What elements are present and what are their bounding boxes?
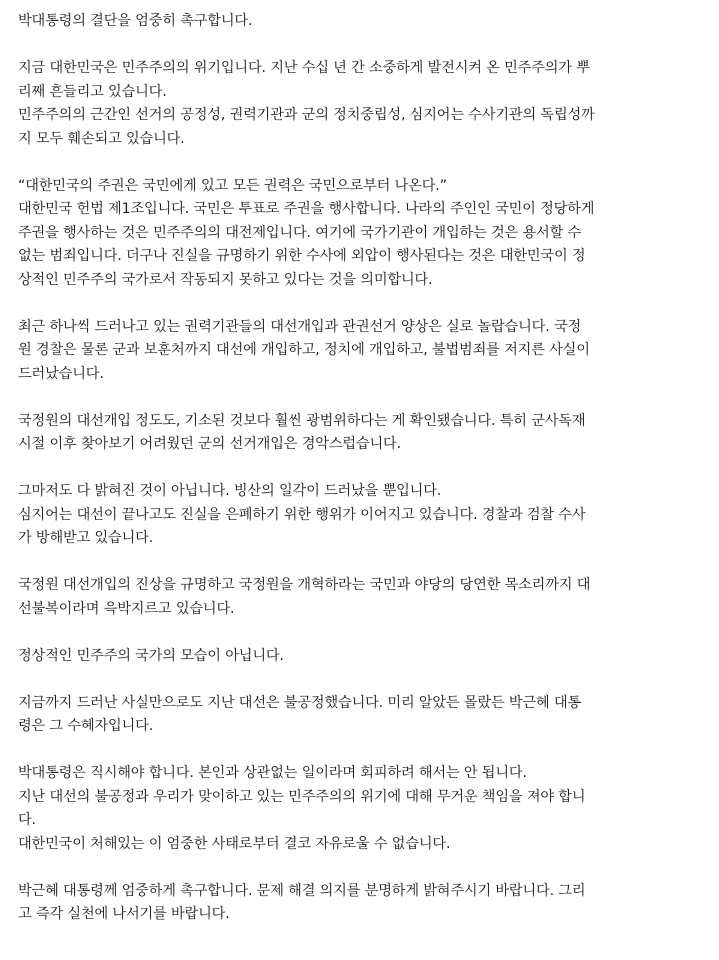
paragraph-4-line-1: 국정원의 대선개입 정도도, 기소된 것보다 훨씬 광범위하다는 게 확인됐습니다. 특히 군사독재 (18, 412, 586, 429)
paragraph-2-line-2: 주권을 행사하는 것은 민주주의의 대전제입니다. 여기에 국가기관이 개입하는 것은 용서할 수 (18, 224, 582, 241)
paragraph-9-line-4: 대한민국이 처해있는 이 엄중한 사태로부터 결코 자유로울 수 없습니다. (18, 835, 451, 852)
statement-document (18, 10, 710, 927)
paragraph-7-line-1: 정상적인 민주주의 국가의 모습이 아닙니다. (18, 647, 284, 664)
paragraph-3-line-1: 최근 하나씩 드러나고 있는 권력기관들의 대선개입과 관권선거 양상은 실로 놀랍습니다. 국정 (18, 318, 582, 335)
paragraph-5-line-2: 심지어는 대선이 끝나고도 진실을 은폐하기 위한 행위가 이어지고 있습니다. 경찰과 검찰 수사 (18, 506, 586, 523)
paragraph-1-line-2: 리째 흔들리고 있습니다. (18, 83, 167, 100)
paragraph-9-line-3: 다. (18, 812, 36, 828)
paragraph-5-line-1: 그마저도 다 밝혀진 것이 아닙니다. 빙산의 일각이 드러났을 뿐입니다. (18, 483, 442, 499)
paragraph-4-line-2: 시절 이후 찾아보기 어려웠던 군의 선거개입은 경악스럽습니다. (18, 436, 401, 452)
paragraph-10-line-2: 고 즉각 실천에 나서기를 바랍니다. (18, 906, 230, 922)
paragraph-10-line-1: 박근혜 대통령께 엄중하게 촉구합니다. 문제 해결 의지를 분명하게 밝혀주시기 바랍니다. 그리 (18, 882, 586, 899)
paragraph-6-line-1: 국정원 대선개입의 진상을 규명하고 국정원을 개혁하라는 국민과 야당의 당연한 목소리까지 대 (18, 577, 591, 593)
blank-line (18, 739, 710, 763)
blank-line (18, 151, 710, 175)
paragraph-5-line-3: 가 방해받고 있습니다. (18, 530, 154, 546)
blank-line (18, 621, 710, 645)
paragraph-8-line-1: 지금까지 드러난 사실만으로도 지난 대선은 불공정했습니다. 미리 알았든 몰랐든 박근혜 대통 (18, 694, 582, 711)
blank-line (18, 668, 710, 692)
paragraph-9-line-1: 박대통령은 직시해야 합니다. 본인과 상관없는 일이라며 회피하려 해서는 안 됩니다. (18, 765, 527, 781)
blank-line (18, 386, 710, 410)
paragraph-9-line-2: 지난 대선의 불공정과 우리가 맞이하고 있는 민주주의의 위기에 대해 무거운 책임을 져야 합니 (18, 788, 586, 805)
paragraph-1-line-4: 지 모두 훼손되고 있습니다. (18, 130, 185, 147)
paragraph-1-line-1: 지금 대한민국은 민주주의의 위기입니다. 지난 수십 년 간 소중하게 발전시켜 온 민주주의가 뿌 (18, 60, 590, 76)
paragraph-6-line-2: 선불복이라며 윽박지르고 있습니다. (18, 600, 235, 617)
document-title: 박대통령의 결단을 엄중히 촉구합니다. (18, 13, 253, 29)
blank-line (18, 551, 710, 575)
paragraph-3-line-2: 원 경찰은 물론 군과 보훈처까지 대선에 개입하고, 정치에 개입하고, 불법범죄를 저지른 사실이 (18, 342, 590, 358)
blank-line (18, 457, 710, 481)
paragraph-1-line-3: 민주주의의 근간인 선거의 공정성, 권력기관과 군의 정치중립성, 심지어는 수사기관의 독립성까 (18, 107, 595, 123)
paragraph-2-line-4: 상적인 민주주의 국가로서 작동되지 못하고 있다는 것을 의미합니다. (18, 271, 433, 288)
paragraph-3-line-3: 드러났습니다. (18, 365, 104, 382)
blank-line (18, 856, 710, 880)
paragraph-8-line-2: 령은 그 수혜자입니다. (18, 718, 154, 734)
blank-line (18, 292, 710, 316)
constitution-quote: “대한민국의 주권은 국민에게 있고 모든 권력은 국민으로부터 나온다.” (18, 177, 447, 194)
blank-line (18, 34, 710, 58)
paragraph-2-line-1: 대한민국 헌법 제1조입니다. 국민은 투표로 주권을 행사합니다. 나라의 주인인 국민이 정당하게 (18, 201, 595, 217)
paragraph-2-line-3: 없는 범죄입니다. 더구나 진실을 규명하기 위한 수사에 외압이 행사된다는 것은 대한민국이 정 (18, 248, 586, 264)
